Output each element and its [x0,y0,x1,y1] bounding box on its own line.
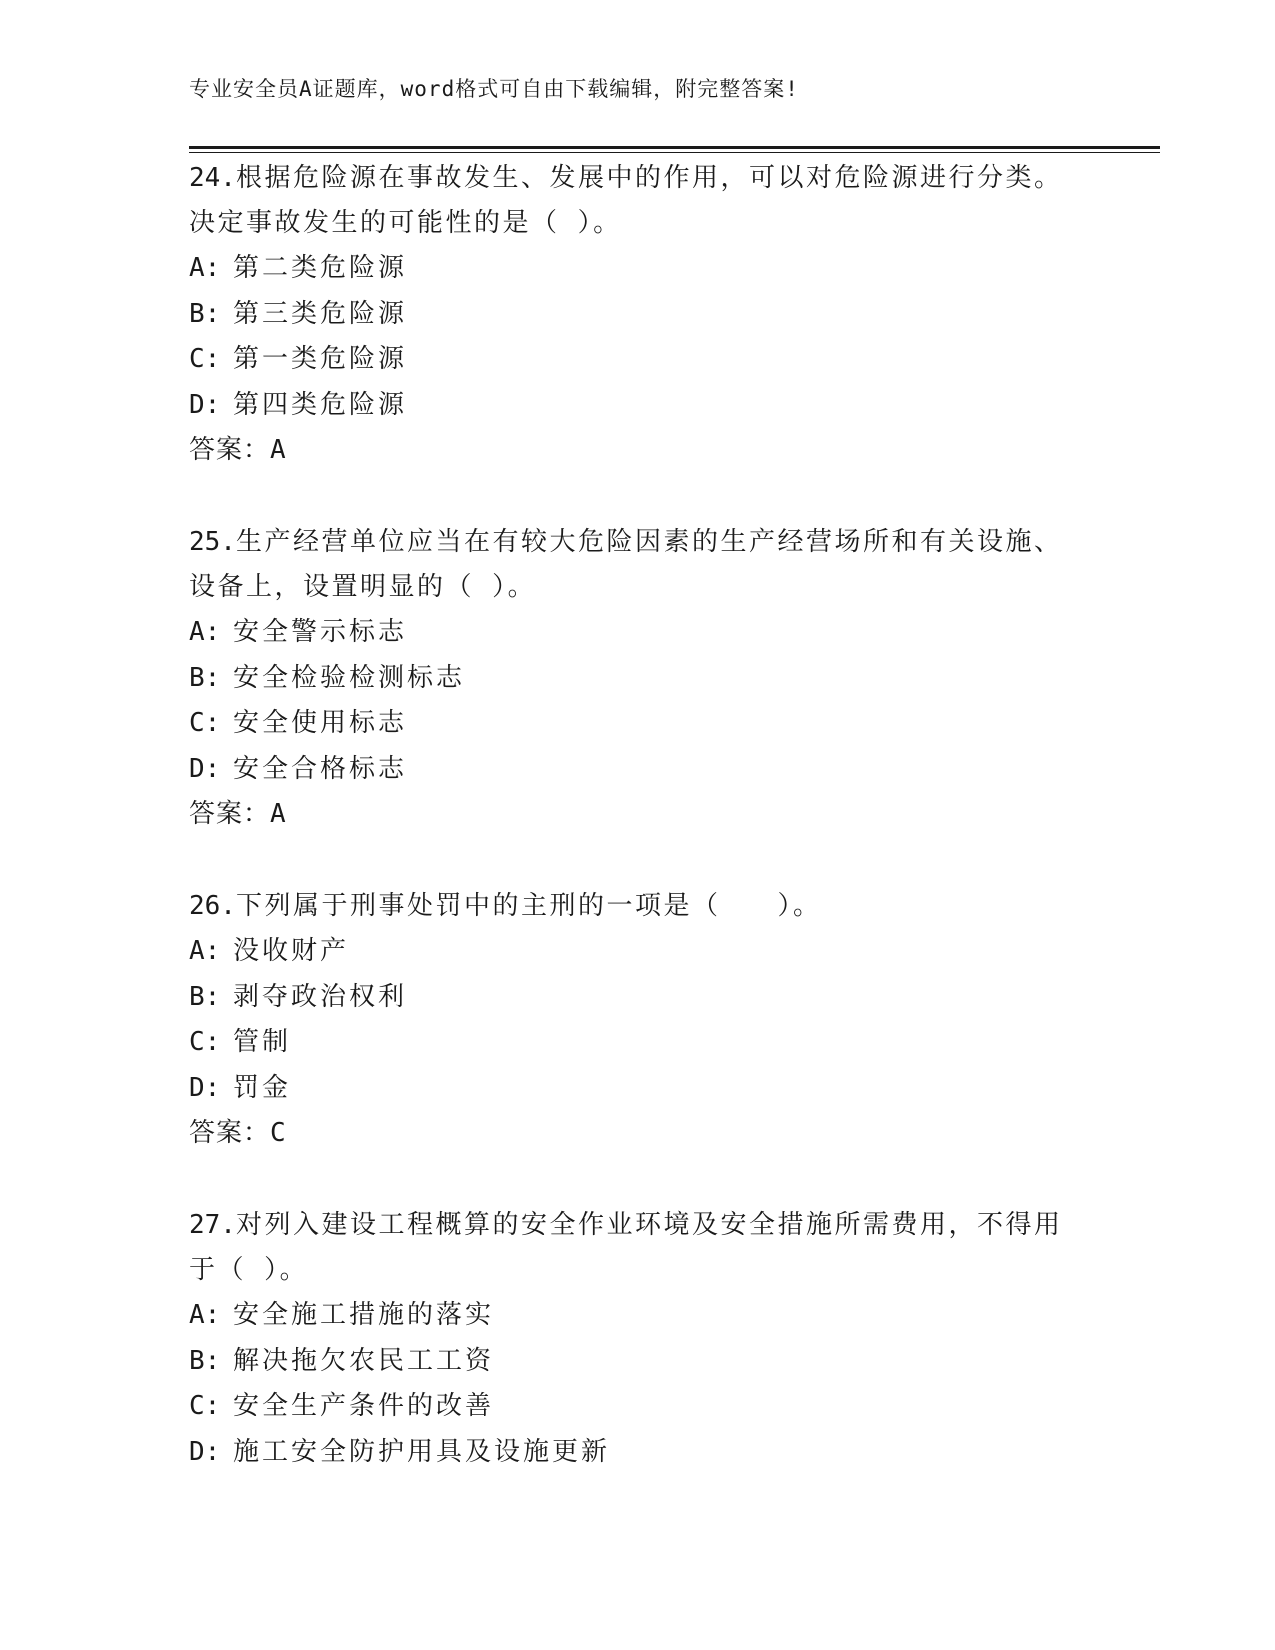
answer-label: 答案： [189,435,271,465]
option-text: 安全合格标志 [233,753,408,784]
option-a [189,246,1129,292]
question-number: 25. [189,527,236,557]
option-d [189,1066,1129,1112]
question-stem [189,884,1089,929]
answer-value: A [270,435,286,465]
option-text: 第一类危险源 [233,344,408,374]
header-rule-thin [189,152,1160,153]
option-text: 安全施工措施的落实 [233,1300,495,1330]
question-stem [189,156,1089,246]
question-list [189,156,1129,1475]
option-text: 施工安全防护用具及设施更新 [233,1436,611,1467]
option-a [189,929,1129,975]
answer-label: 答案： [189,1118,271,1148]
option-letter: D: [189,1072,221,1103]
option-text: 第四类危险源 [233,389,408,420]
question-spacer [189,1156,1129,1203]
option-text: 解决拖欠农民工工资 [233,1345,495,1376]
option-letter: C: [189,1391,221,1421]
option-letter: D: [189,389,221,420]
option-a [189,1293,1129,1339]
option-d [189,1430,1129,1476]
header-rule-thick [189,146,1160,149]
question-26 [189,884,1129,1156]
option-text: 第二类危险源 [233,253,408,283]
option-d [189,747,1129,793]
answer-value: C [270,1118,286,1148]
answer-line [189,1111,1129,1156]
option-c [189,337,1129,383]
option-letter: A: [189,617,221,647]
option-b [189,292,1129,338]
option-c [189,1384,1129,1430]
question-spacer [189,837,1129,884]
question-number: 24. [189,163,236,193]
question-text: 下列属于刑事处罚中的主刑的一项是（ ）。 [235,891,822,921]
option-letter: B: [189,662,221,693]
question-stem [189,520,1089,610]
answer-line [189,428,1129,473]
question-27 [189,1203,1129,1475]
option-letter: B: [189,298,221,329]
question-25 [189,520,1129,837]
option-text: 管制 [233,1027,292,1057]
option-letter: C: [189,1027,221,1057]
option-letter: C: [189,344,221,374]
page-header: 专业安全员A证题库，word格式可自由下载编辑，附完整答案! [189,77,799,101]
option-text: 剥夺政治权利 [233,981,408,1012]
option-text: 安全警示标志 [233,617,408,647]
option-b [189,975,1129,1021]
option-letter: B: [189,1345,221,1376]
option-letter: C: [189,708,221,738]
option-c [189,701,1129,747]
question-text: 生产经营单位应当在有较大危险因素的生产经营场所和有关设施、设备上，设置明显的（ ）。 [189,527,1063,602]
question-stem [189,1203,1089,1293]
option-c [189,1020,1129,1066]
option-d [189,383,1129,429]
question-number: 26. [189,891,236,921]
option-text: 安全检验检测标志 [233,662,466,693]
option-b [189,1339,1129,1385]
option-letter: A: [189,1300,221,1330]
question-24 [189,156,1129,473]
question-spacer [189,473,1129,520]
answer-label: 答案： [189,799,271,829]
option-text: 第三类危险源 [233,298,408,329]
answer-value: A [270,799,286,829]
option-text: 安全使用标志 [233,708,408,738]
option-letter: A: [189,253,221,283]
answer-line [189,792,1129,837]
question-text: 根据危险源在事故发生、发展中的作用，可以对危险源进行分类。决定事故发生的可能性的是（ ）。 [189,163,1063,238]
option-letter: A: [189,936,221,966]
option-letter: B: [189,981,221,1012]
option-letter: D: [189,753,221,784]
option-letter: D: [189,1436,221,1467]
question-number: 27. [189,1210,236,1240]
option-a [189,610,1129,656]
option-text: 安全生产条件的改善 [233,1391,495,1421]
option-text: 罚金 [233,1072,292,1103]
question-text: 对列入建设工程概算的安全作业环境及安全措施所需费用，不得用于（ ）。 [189,1210,1063,1285]
option-text: 没收财产 [233,936,350,966]
option-b [189,656,1129,702]
